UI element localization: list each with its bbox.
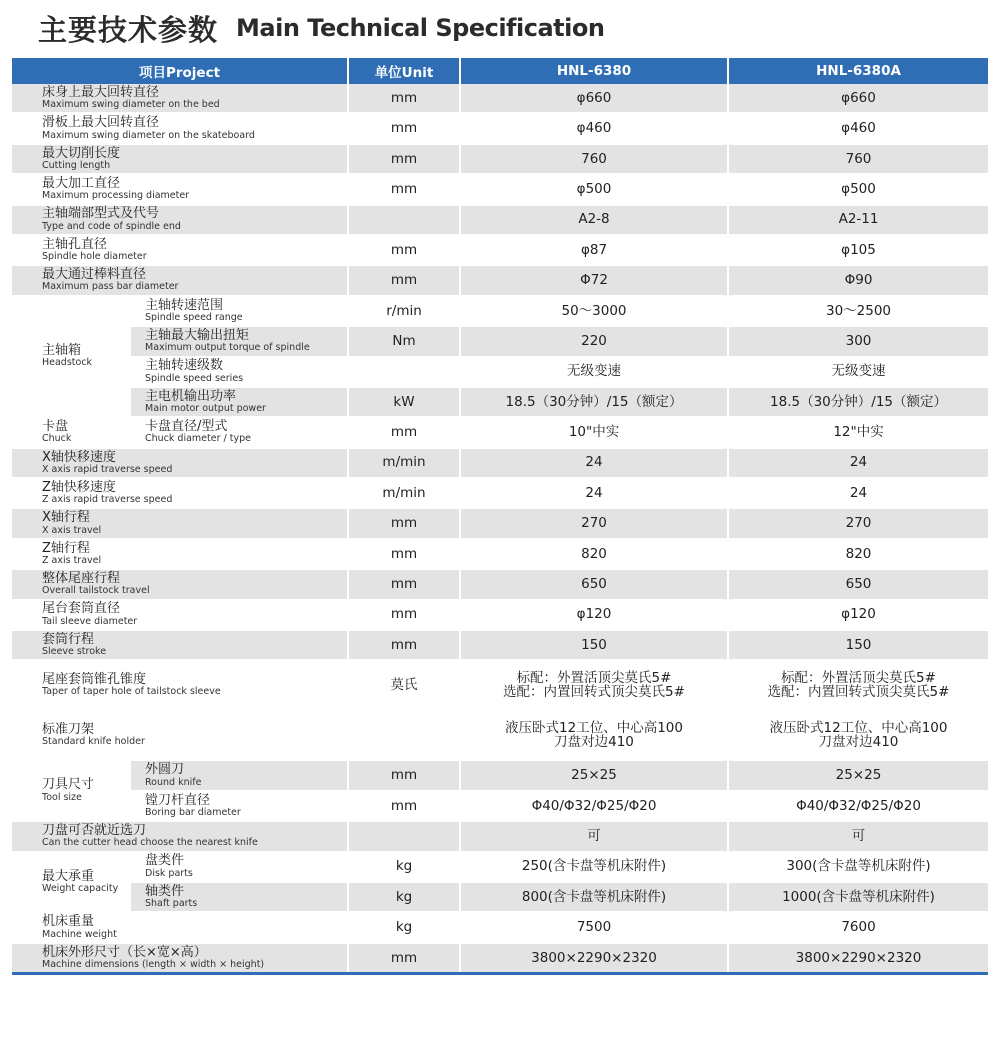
- header-model-2: HNL-6380A: [728, 58, 988, 84]
- value-model-2: 300: [728, 326, 988, 356]
- value-model-1: 50～3000: [460, 296, 728, 326]
- param-name: 主轴孔直径 Spindle hole diameter: [12, 235, 348, 265]
- value-model-1: φ120: [460, 600, 728, 630]
- value-model-1: 液压卧式12工位、中心高100 刀盘对边410: [460, 710, 728, 760]
- value-model-2: φ660: [728, 84, 988, 113]
- param-unit: mm: [348, 417, 460, 447]
- param-unit: mm: [348, 539, 460, 569]
- value-model-2: 可: [728, 821, 988, 851]
- param-name: 标准刀架 Standard knife holder: [12, 710, 348, 760]
- value-model-2: 液压卧式12工位、中心高100 刀盘对边410: [728, 710, 988, 760]
- param-unit: [348, 710, 460, 760]
- table-row: [12, 265, 988, 295]
- table-row: [12, 357, 988, 387]
- param-unit: mm: [348, 630, 460, 660]
- value-model-2: 820: [728, 539, 988, 569]
- table-row: [12, 296, 988, 326]
- table-row: [12, 710, 988, 760]
- param-name: X轴行程 X axis travel: [12, 508, 348, 538]
- table-row: [12, 882, 988, 912]
- value-model-2: 270: [728, 508, 988, 538]
- param-unit: kg: [348, 882, 460, 912]
- value-model-2: φ120: [728, 600, 988, 630]
- param-name: 主轴转速级数 Spindle speed series: [130, 357, 348, 387]
- table-row: [12, 174, 988, 204]
- param-unit: mm: [348, 235, 460, 265]
- param-unit: [348, 821, 460, 851]
- param-unit: r/min: [348, 296, 460, 326]
- value-model-1: 10"中实: [460, 417, 728, 447]
- param-name: 最大切削长度 Cutting length: [12, 144, 348, 174]
- table-row: [12, 387, 988, 417]
- table-row: [12, 235, 988, 265]
- param-unit: mm: [348, 760, 460, 790]
- table-row: [12, 943, 988, 974]
- param-unit: kg: [348, 912, 460, 942]
- value-model-1: 650: [460, 569, 728, 599]
- table-row: [12, 84, 988, 113]
- value-model-1: 标配：外置活顶尖莫氏5# 选配：内置回转式顶尖莫氏5#: [460, 660, 728, 710]
- param-name: 套筒行程 Sleeve stroke: [12, 630, 348, 660]
- table-row: [12, 630, 988, 660]
- value-model-1: 无级变速: [460, 357, 728, 387]
- param-name: 机床重量 Machine weight: [12, 912, 348, 942]
- table-row: [12, 760, 988, 790]
- param-name: 主轴端部型式及代号 Type and code of spindle end: [12, 205, 348, 235]
- table-row: [12, 912, 988, 942]
- table-row: [12, 144, 988, 174]
- page-title: [38, 6, 604, 50]
- param-unit: mm: [348, 113, 460, 143]
- value-model-1: 18.5（30分钟）/15（额定）: [460, 387, 728, 417]
- value-model-1: 220: [460, 326, 728, 356]
- param-unit: kg: [348, 852, 460, 882]
- group-headstock: 主轴箱 Headstock: [12, 296, 130, 418]
- param-unit: kW: [348, 387, 460, 417]
- param-name: 机床外形尺寸（长×宽×高） Machine dimensions (length × width × height): [12, 943, 348, 974]
- spec-table: [12, 58, 988, 975]
- value-model-1: 250(含卡盘等机床附件): [460, 852, 728, 882]
- param-unit: m/min: [348, 478, 460, 508]
- value-model-2: A2-11: [728, 205, 988, 235]
- param-name: 刀盘可否就近选刀 Can the cutter head choose the nearest knife: [12, 821, 348, 851]
- value-model-2: φ460: [728, 113, 988, 143]
- table-row: [12, 113, 988, 143]
- table-row: [12, 478, 988, 508]
- table-row: [12, 852, 988, 882]
- table-row: [12, 660, 988, 710]
- value-model-2: Φ90: [728, 265, 988, 295]
- value-model-1: 7500: [460, 912, 728, 942]
- param-name: X轴快移速度 X axis rapid traverse speed: [12, 448, 348, 478]
- value-model-1: 760: [460, 144, 728, 174]
- table-row: [12, 326, 988, 356]
- value-model-2: 760: [728, 144, 988, 174]
- param-name: 主轴最大输出扭矩 Maximum output torque of spindle: [130, 326, 348, 356]
- value-model-1: φ500: [460, 174, 728, 204]
- value-model-2: 650: [728, 569, 988, 599]
- param-unit: mm: [348, 943, 460, 974]
- param-name: 卡盘直径/型式 Chuck diameter / type: [130, 417, 348, 447]
- group-weight-capacity: 最大承重 Weight capacity: [12, 852, 130, 913]
- param-unit: 莫氏: [348, 660, 460, 710]
- param-name: 整体尾座行程 Overall tailstock travel: [12, 569, 348, 599]
- table-row: [12, 539, 988, 569]
- header-unit: 单位Unit: [348, 58, 460, 84]
- value-model-2: 7600: [728, 912, 988, 942]
- param-unit: mm: [348, 84, 460, 113]
- param-unit: mm: [348, 174, 460, 204]
- table-row: [12, 821, 988, 851]
- value-model-1: φ460: [460, 113, 728, 143]
- param-unit: mm: [348, 265, 460, 295]
- value-model-1: 800(含卡盘等机床附件): [460, 882, 728, 912]
- param-name: Z轴快移速度 Z axis rapid traverse speed: [12, 478, 348, 508]
- value-model-2: 18.5（30分钟）/15（额定）: [728, 387, 988, 417]
- header-project: 项目Project: [12, 58, 348, 84]
- value-model-1: Φ72: [460, 265, 728, 295]
- value-model-2: 无级变速: [728, 357, 988, 387]
- group-chuck: 卡盘 Chuck: [12, 417, 130, 447]
- param-unit: mm: [348, 600, 460, 630]
- value-model-1: φ660: [460, 84, 728, 113]
- param-unit: mm: [348, 569, 460, 599]
- param-name: 尾台套筒直径 Tail sleeve diameter: [12, 600, 348, 630]
- table-row: [12, 569, 988, 599]
- param-unit: Nm: [348, 326, 460, 356]
- param-unit: mm: [348, 508, 460, 538]
- value-model-2: Φ40/Φ32/Φ25/Φ20: [728, 791, 988, 821]
- param-name: 床身上最大回转直径 Maximum swing diameter on the bed: [12, 84, 348, 113]
- value-model-1: 25×25: [460, 760, 728, 790]
- value-model-1: 可: [460, 821, 728, 851]
- value-model-1: 3800×2290×2320: [460, 943, 728, 974]
- title-cn: 主要技术参数: [38, 12, 219, 47]
- param-unit: [348, 357, 460, 387]
- value-model-1: 150: [460, 630, 728, 660]
- value-model-1: 24: [460, 448, 728, 478]
- param-name: 最大加工直径 Maximum processing diameter: [12, 174, 348, 204]
- param-unit: mm: [348, 791, 460, 821]
- value-model-2: 12"中实: [728, 417, 988, 447]
- table-row: [12, 417, 988, 447]
- table-row: [12, 448, 988, 478]
- value-model-2: 300(含卡盘等机床附件): [728, 852, 988, 882]
- param-name: 外圆刀 Round knife: [130, 760, 348, 790]
- value-model-1: φ87: [460, 235, 728, 265]
- param-name: 最大通过棒料直径 Maximum pass bar diameter: [12, 265, 348, 295]
- title-en: Main Technical Specification: [236, 14, 605, 42]
- param-unit: m/min: [348, 448, 460, 478]
- value-model-1: 24: [460, 478, 728, 508]
- value-model-2: 24: [728, 478, 988, 508]
- value-model-2: 150: [728, 630, 988, 660]
- value-model-2: 1000(含卡盘等机床附件): [728, 882, 988, 912]
- param-name: 滑板上最大回转直径 Maximum swing diameter on the skateboard: [12, 113, 348, 143]
- table-row: [12, 508, 988, 538]
- value-model-1: 270: [460, 508, 728, 538]
- value-model-2: φ105: [728, 235, 988, 265]
- value-model-2: 25×25: [728, 760, 988, 790]
- header-model-1: HNL-6380: [460, 58, 728, 84]
- param-name: 镗刀杆直径 Boring bar diameter: [130, 791, 348, 821]
- value-model-2: 标配：外置活顶尖莫氏5# 选配：内置回转式顶尖莫氏5#: [728, 660, 988, 710]
- value-model-2: 30～2500: [728, 296, 988, 326]
- group-tool-size: 刀具尺寸 Tool size: [12, 760, 130, 821]
- param-name: 主轴转速范围 Spindle speed range: [130, 296, 348, 326]
- value-model-2: 3800×2290×2320: [728, 943, 988, 974]
- value-model-1: A2-8: [460, 205, 728, 235]
- value-model-1: Φ40/Φ32/Φ25/Φ20: [460, 791, 728, 821]
- table-row: [12, 791, 988, 821]
- param-name: Z轴行程 Z axis travel: [12, 539, 348, 569]
- value-model-2: 24: [728, 448, 988, 478]
- param-name: 盘类件 Disk parts: [130, 852, 348, 882]
- param-name: 尾座套筒锥孔锥度 Taper of taper hole of tailstock sleeve: [12, 660, 348, 710]
- table-row: [12, 600, 988, 630]
- param-unit: mm: [348, 144, 460, 174]
- table-header: [12, 58, 988, 84]
- table-row: [12, 205, 988, 235]
- value-model-2: φ500: [728, 174, 988, 204]
- param-unit: [348, 205, 460, 235]
- value-model-1: 820: [460, 539, 728, 569]
- param-name: 主电机输出功率 Main motor output power: [130, 387, 348, 417]
- param-name: 轴类件 Shaft parts: [130, 882, 348, 912]
